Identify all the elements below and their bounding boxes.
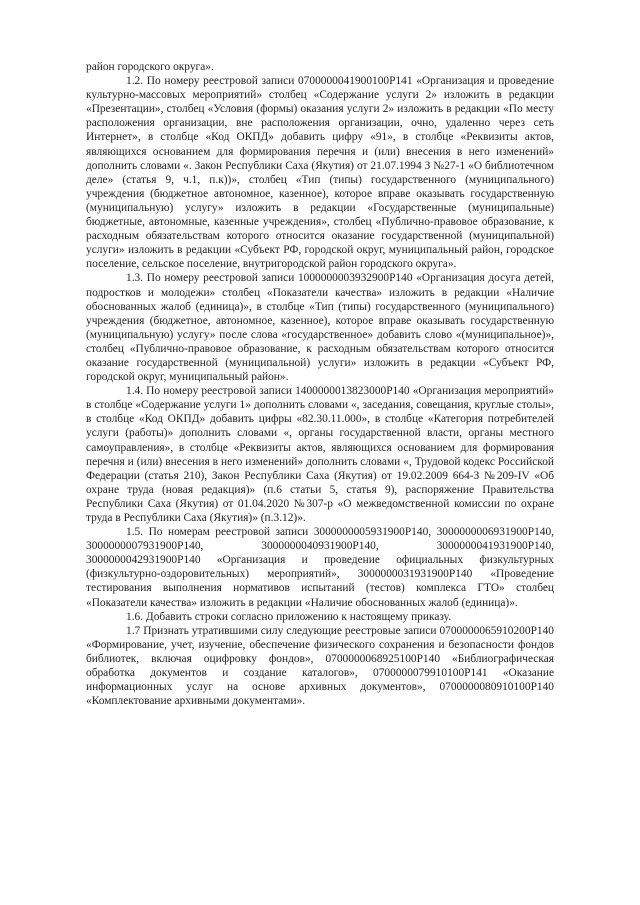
paragraph-1-6: 1.6. Добавить строки согласно приложению к настоящему приказу. [126, 610, 452, 623]
paragraph-1-1-continuation: район городского округа». [86, 61, 214, 73]
paragraph-1-4: 1.4. По номеру реестровой записи 1400000013823000Р140 «Организация мероприятий» в столбце «Содержание услуги 1» дополнить словами «, заседания, совещания, круглые столы», в столбце «Код ОКПД» добавить цифры «82.30.11.000», в столбце «Категория потребителей услуги (работы)» дополнить словами «, органы государственной власти, органы местного самоуправления», в столбце «Реквизиты актов, являющихся основанием для формирования перечня и (или) внесения в него изменений» дополнить словами «, Трудовой кодекс Российской Федерации (статья 210), Закон Республики Саха (Якутия) от 19.02.2009 664-З №209-IV «Об охране труда (новая редакция)» (п.6 статьи 5, статья 9), распоряжение Правительства Республики Саха (Якутия) от 01.04.2020 №307-р «О межведомственной комиссии по охране труда в Республики Саха (Якутия)» (п.3.12)». [86, 385, 554, 524]
paragraph-1-3: 1.3. По номеру реестровой записи 1000000003932900Р140 «Организация досуга детей, подростков и молодежи» столбец «Показатели качества» изложить в редакции «Наличие обоснованных жалоб (единица)», в столбце «Тип (типы) государственного (муниципального) учреждения (бюджетное, автономное, казенное), которое вправе оказывать государственную (муниципальную) услугу» после слова «государственное» добавить слово «(муниципальное)», столбец «Публично-правовое образование, к расходным обязательствам которого относится оказание государственной (муниципальной) услуги» изложить в редакции «Субъект РФ, городской округ, муниципальный район». [86, 272, 554, 384]
paragraph-1-2: 1.2. По номеру реестровой записи 0700000041900100Р141 «Организация и проведение культурно-массовых мероприятий» столбец «Содержание услуги 2» изложить в редакции «Презентации», столбец «Условия (формы) оказания услуги 2» изложить в редакции «По месту расположения организации, вне расположения организации, очно, удаленно через сеть Интернет», в столбце «Код ОКПД» добавить цифру «91», в столбце «Реквизиты актов, являющихся основанием для формирования перечня и (или) внесения в него изменений» дополнить словами «. Закон Республики Саха (Якутия) от 21.07.1994 З №27-1 «О библиотечном деле» (статья 9, ч.1, п.к))», столбец «Тип (типы) государственного (муниципального) учреждения (бюджетное автономное, казенное), которое вправе оказывать государственную (муниципальную) услугу» изложить в редакции «Государственные (муниципальные) бюджетные, автономные, казенные учреждения», столбец «Публично-правовое образование, к расходным обязательствам которого относится оказание государственной (муниципальной) услуги» изложить в редакции «Субъект РФ, городской округ, муниципальный район, городское поселение, сельское поселение, внутригородской район городского округа». [86, 75, 554, 271]
paragraph-1-7: 1.7 Признать утратившими силу следующие реестровые записи 0700000065910200Р140 «Формирование, учет, изучение, обеспечение физического сохранения и безопасности фондов библиотек, включая оцифровку фондов», 0700000068925100Р140 «Библиографическая обработка документов и создание каталогов», 0700000079910100Р141 «Оказание информационных услуг на основе архивных документов», 0700000080910100Р140 «Комплектование архивными документами». [86, 624, 554, 708]
paragraph-1-5: 1.5. По номерам реестровой записи 3000000005931900Р140, 3000000006931900Р140, 3000000007931900Р140, 3000000040931900Р140, 3000000041931900Р140, 3000000042931900Р140 «Организация и проведение официальных физкультурных (физкультурно-оздоровительных) мероприятий», 3000000031931900Р140 «Проведение тестирования выполнения нормативов испытаний (тестов) комплекса ГТО» столбец «Показатели качества» изложить в редакции «Наличие обоснованных жалоб (единица)». [86, 526, 554, 609]
document-body [86, 60, 554, 708]
